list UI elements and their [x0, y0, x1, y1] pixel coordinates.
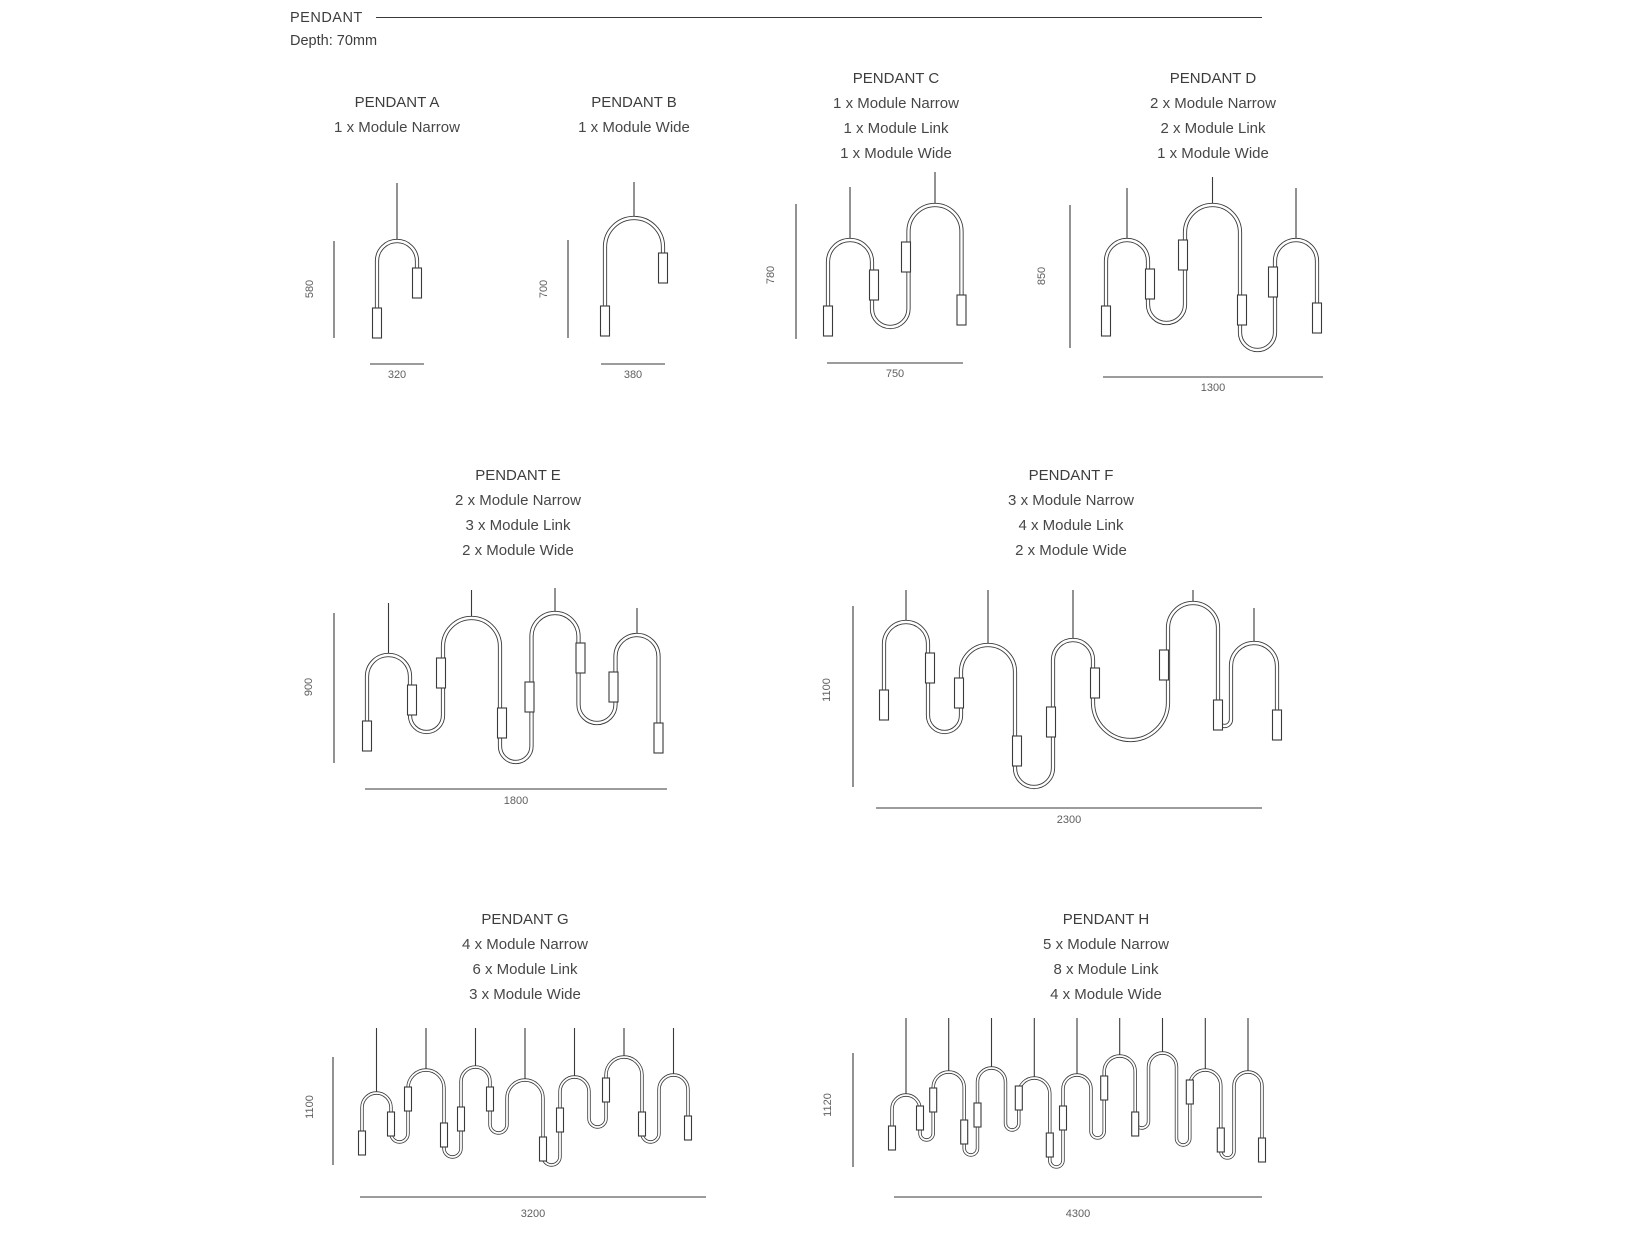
header-rule: [376, 17, 1262, 18]
lamp-cylinder: [685, 1116, 692, 1140]
pendant-c-module-line: 1 x Module Link: [843, 120, 949, 137]
lamp-cylinder: [487, 1087, 494, 1111]
pendant-a-block: [334, 90, 460, 140]
lamp-cylinder: [458, 1107, 465, 1131]
lamp-cylinder: [1132, 1112, 1139, 1136]
pendant-c-title: PENDANT C: [852, 70, 940, 87]
lamp-cylinder: [388, 1112, 395, 1136]
pendant-c-width-label: 750: [885, 368, 905, 380]
pendant-h-module-line: 8 x Module Link: [1053, 961, 1159, 978]
lamp-cylinder: [609, 672, 618, 702]
pendant-b-drawing: [568, 182, 668, 364]
pendant-b-block: [578, 90, 690, 140]
pendant-d-drawing: [1070, 177, 1323, 377]
pendant-f-height-label: 1100: [821, 678, 833, 702]
lamp-cylinder: [1238, 295, 1247, 325]
pendant-g-title: PENDANT G: [481, 911, 569, 928]
pendant-c-module-line: 1 x Module Wide: [840, 145, 952, 162]
lamp-cylinder: [601, 306, 610, 336]
lamp-cylinder: [889, 1126, 896, 1150]
pendant-d-module-line: 1 x Module Wide: [1157, 145, 1269, 162]
lamp-cylinder: [373, 308, 382, 338]
pendant-h-module-line: 5 x Module Narrow: [1043, 936, 1169, 953]
pendant-f-module-line: 3 x Module Narrow: [1008, 492, 1134, 509]
pendant-h-width-label: 4300: [1065, 1208, 1091, 1220]
lamp-cylinder: [557, 1108, 564, 1132]
lamp-cylinder: [654, 723, 663, 753]
lamp-cylinder: [359, 1131, 366, 1155]
lamp-cylinder: [413, 268, 422, 298]
pendant-e-module-line: 3 x Module Link: [465, 517, 571, 534]
pendant-f-width-label: 2300: [1056, 814, 1082, 826]
pendant-h-module-line: 4 x Module Wide: [1050, 986, 1162, 1003]
lamp-cylinder: [930, 1088, 937, 1112]
pendant-d-title: PENDANT D: [1169, 70, 1257, 87]
lamp-cylinder: [363, 721, 372, 751]
pendant-b-height-label: 700: [538, 279, 550, 299]
lamp-cylinder: [961, 1120, 968, 1144]
pendant-e-title: PENDANT E: [475, 467, 561, 484]
lamp-cylinder: [1047, 707, 1056, 737]
pendant-d-module-line: 2 x Module Narrow: [1150, 95, 1276, 112]
pendant-g-width-label: 3200: [520, 1208, 546, 1220]
pendant-g-module-line: 4 x Module Narrow: [462, 936, 588, 953]
pendant-c-height-label: 780: [765, 265, 777, 285]
pendant-e-width-label: 1800: [503, 795, 529, 807]
lamp-cylinder: [917, 1106, 924, 1130]
lamp-cylinder: [1146, 269, 1155, 299]
lamp-cylinder: [1060, 1106, 1067, 1130]
pendant-b-width-label: 380: [623, 369, 643, 381]
pendant-b-module-line: 1 x Module Wide: [578, 119, 690, 136]
lamp-cylinder: [525, 682, 534, 712]
lamp-cylinder: [437, 658, 446, 688]
pendant-f-module-line: 4 x Module Link: [1018, 517, 1124, 534]
pendant-g-drawing: [333, 1028, 706, 1197]
pendant-a-drawing: [334, 183, 424, 364]
pendant-d-height-label: 850: [1036, 266, 1048, 286]
lamp-cylinder: [639, 1112, 646, 1136]
pendant-a-module-line: 1 x Module Narrow: [334, 119, 460, 136]
pendant-a-width-label: 320: [387, 369, 407, 381]
pendant-a-height-label: 580: [304, 279, 316, 299]
page-subtitle: Depth: 70mm: [290, 33, 378, 49]
pendant-h-block: [1043, 907, 1169, 1007]
pendant-g-module-line: 3 x Module Wide: [469, 986, 581, 1003]
lamp-cylinder: [1217, 1128, 1224, 1152]
lamp-cylinder: [576, 643, 585, 673]
pendant-c-drawing: [796, 172, 966, 363]
lamp-cylinder: [955, 678, 964, 708]
lamp-cylinder: [1160, 650, 1169, 680]
lamp-cylinder: [1259, 1138, 1266, 1162]
pendant-e-module-line: 2 x Module Narrow: [455, 492, 581, 509]
pendant-e-module-line: 2 x Module Wide: [462, 542, 574, 559]
lamp-cylinder: [824, 306, 833, 336]
lamp-cylinder: [1214, 700, 1223, 730]
lamp-cylinder: [1269, 267, 1278, 297]
pendant-g-block: [462, 907, 588, 1007]
lamp-cylinder: [603, 1078, 610, 1102]
pendant-b-title: PENDANT B: [591, 94, 677, 111]
pendant-d-module-line: 2 x Module Link: [1160, 120, 1266, 137]
lamp-cylinder: [974, 1103, 981, 1127]
lamp-cylinder: [498, 708, 507, 738]
pendant-e-height-label: 900: [303, 677, 315, 697]
pendant-d-width-label: 1300: [1200, 382, 1226, 394]
lamp-cylinder: [1102, 306, 1111, 336]
lamp-cylinder: [880, 690, 889, 720]
lamp-cylinder: [1273, 710, 1282, 740]
lamp-cylinder: [870, 270, 879, 300]
pendant-f-module-line: 2 x Module Wide: [1015, 542, 1127, 559]
pendant-e-drawing: [334, 588, 667, 789]
lamp-cylinder: [902, 242, 911, 272]
lamp-cylinder: [1091, 668, 1100, 698]
lamp-cylinder: [1313, 303, 1322, 333]
pendant-f-block: [1008, 463, 1134, 563]
pendant-c-block: [833, 66, 959, 166]
pendant-f-title: PENDANT F: [1028, 467, 1114, 484]
lamp-cylinder: [659, 253, 668, 283]
pendant-h-drawing: [853, 1018, 1266, 1197]
pendant-g-height-label: 1100: [304, 1095, 316, 1119]
lamp-cylinder: [957, 295, 966, 325]
lamp-cylinder: [1186, 1080, 1193, 1104]
pendant-c-module-line: 1 x Module Narrow: [833, 95, 959, 112]
lamp-cylinder: [441, 1123, 448, 1147]
pendant-h-height-label: 1120: [822, 1093, 834, 1117]
lamp-cylinder: [405, 1087, 412, 1111]
lamp-cylinder: [1015, 1086, 1022, 1110]
pendant-d-block: [1150, 66, 1276, 166]
lamp-cylinder: [926, 653, 935, 683]
pendant-e-block: [455, 463, 581, 563]
pendant-a-title: PENDANT A: [354, 94, 440, 111]
pendant-f-drawing: [853, 590, 1282, 808]
page-title: PENDANT: [290, 10, 363, 26]
lamp-cylinder: [408, 685, 417, 715]
lamp-cylinder: [540, 1137, 547, 1161]
pendant-h-title: PENDANT H: [1062, 911, 1150, 928]
lamp-cylinder: [1179, 240, 1188, 270]
lamp-cylinder: [1101, 1076, 1108, 1100]
lamp-cylinder: [1013, 736, 1022, 766]
pendant-g-module-line: 6 x Module Link: [472, 961, 578, 978]
lamp-cylinder: [1046, 1133, 1053, 1157]
